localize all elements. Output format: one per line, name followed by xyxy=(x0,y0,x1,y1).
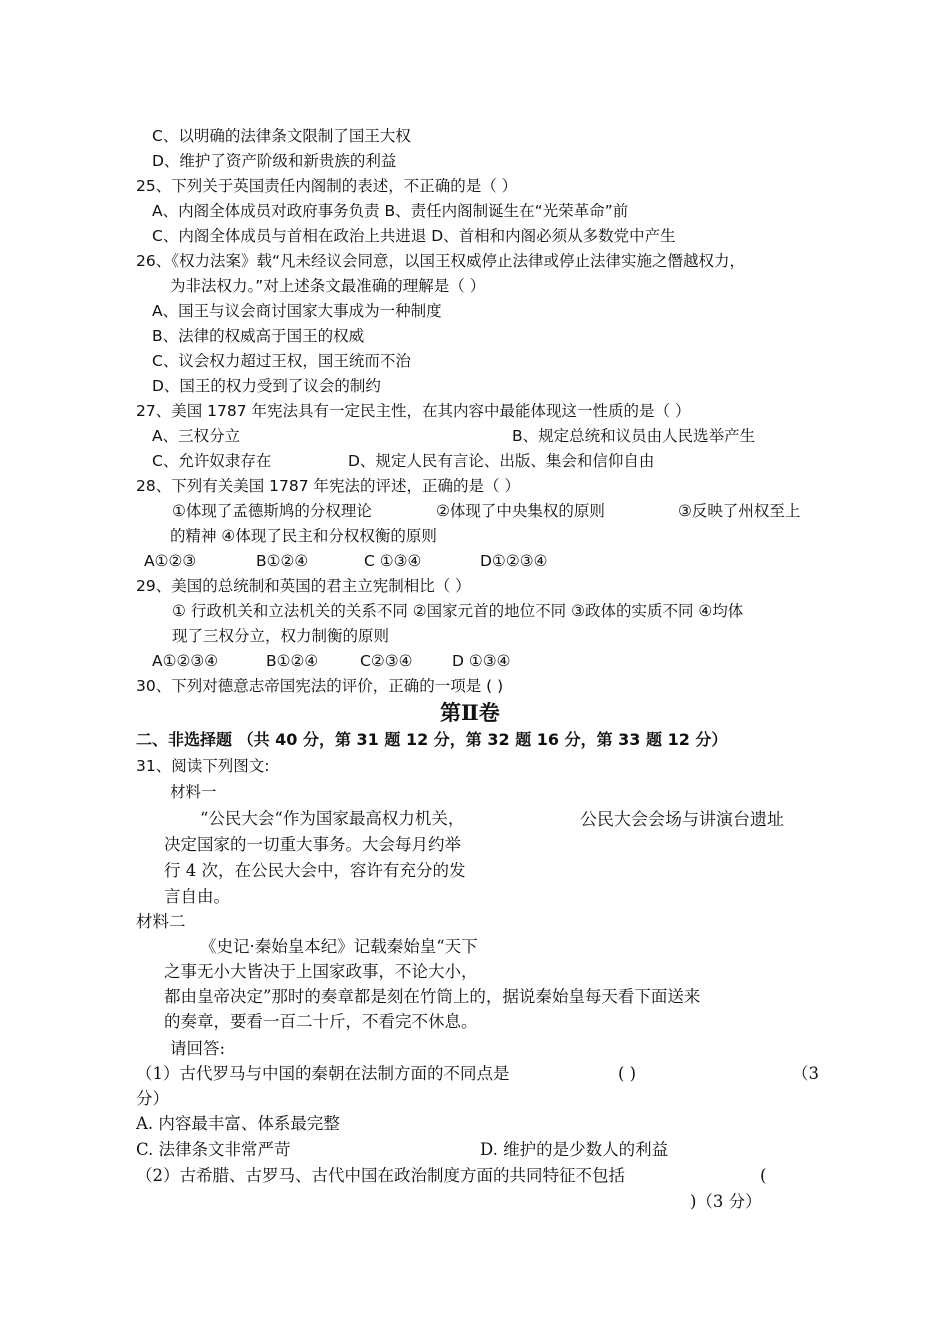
image-caption: 公民大会会场与讲演台遗址 xyxy=(580,810,784,830)
items-q29: ① 行政机关和立法机关的关系不同 ②国家元首的地位不同 ③政体的实质不同 ④均体 xyxy=(172,602,744,620)
score-2: )（3 分） xyxy=(690,1192,762,1211)
item-1-q28: ①体现了孟德斯鸠的分权理论 xyxy=(172,502,372,520)
option-b-q29: B①②④ xyxy=(266,652,319,670)
option-a-q29: A①②③④ xyxy=(152,652,219,670)
material-1-text-3: 行 4 次，在公民大会中，容许有充分的发 xyxy=(164,861,466,880)
question-25: 25、下列关于英国责任内阁制的表述，不正确的是（ ） xyxy=(136,177,518,195)
section-2-title: 第Ⅱ卷 xyxy=(440,700,500,725)
option-d-sub1: D. 维护的是少数人的利益 xyxy=(480,1140,669,1159)
material-2-text-2: 之事无小大皆决于上国家政事，不论大小， xyxy=(164,962,478,981)
option-c-q26: C、议会权力超过王权，国王统而不治 xyxy=(152,352,411,370)
option-d-q27: D、规定人民有言论、出版、集会和信仰自由 xyxy=(348,452,655,470)
material-1-text-2: 决定国家的一切重大事务。大会每月约举 xyxy=(164,835,461,854)
material-1-label: 材料一 xyxy=(170,783,217,801)
question-26: 26、《权力法案》载“凡未经议会同意，以国王权威停止法律或停止法律实施之僭越权力， xyxy=(136,252,746,270)
item-3-q28: ③反映了州权至上 xyxy=(678,502,801,520)
option-b-q27: B、规定总统和议员由人民选举产生 xyxy=(512,427,756,445)
material-2-text: 《史记·秦始皇本纪》记载秦始皇“天下 xyxy=(200,937,478,956)
item-2-q28: ②体现了中央集权的原则 xyxy=(436,502,605,520)
option-d-q24: D、维护了资产阶级和新贵族的利益 xyxy=(152,152,397,170)
score-1: （3 xyxy=(792,1064,819,1083)
option-a-q27: A、三权分立 xyxy=(152,427,241,445)
sub-question-1: （1）古代罗马与中国的秦朝在法制方面的不同点是 xyxy=(136,1064,510,1083)
material-2-text-3: 都由皇帝决定”那时的奏章都是刻在竹筒上的，据说秦始皇每天看下面送来 xyxy=(164,987,701,1006)
option-c-sub1: C. 法律条文非常严苛 xyxy=(136,1140,291,1159)
question-29: 29、美国的总统制和英国的君主立宪制相比（ ） xyxy=(136,577,471,595)
material-1-text-4: 言自由。 xyxy=(164,887,230,906)
option-a-q28: A①②③ xyxy=(144,552,197,570)
option-c-q28: C ①③④ xyxy=(364,552,422,570)
option-a-sub1: A. 内容最丰富、体系最完整 xyxy=(136,1114,340,1133)
option-b-q26: B、法律的权威高于国王的权威 xyxy=(152,327,365,345)
question-28: 28、下列有关美国 1787 年宪法的评述，正确的是（ ） xyxy=(136,477,520,495)
score-1-cont: 分） xyxy=(136,1089,169,1108)
option-c-q24: C、以明确的法律条文限制了国王大权 xyxy=(152,127,411,145)
section-2-heading: 二、非选择题 （共 40 分，第 31 题 12 分，第 32 题 16 分，第 33 题 12 分） xyxy=(136,730,728,749)
question-30: 30、下列对德意志帝国宪法的评价，正确的一项是 ( ) xyxy=(136,677,504,695)
answer-blank-1: ( ) xyxy=(618,1064,637,1083)
answer-prompt: 请回答: xyxy=(170,1039,226,1058)
material-1-text: “公民大会“作为国家最高权力机关， xyxy=(200,809,465,828)
question-26-cont: 为非法权力。”对上述条文最准确的理解是（ ） xyxy=(170,277,486,295)
option-d-q28: D①②③④ xyxy=(480,552,548,570)
items-q29-cont: 现了三权分立，权力制衡的原则 xyxy=(172,627,390,645)
option-d-q26: D、国王的权力受到了议会的制约 xyxy=(152,377,381,395)
material-2-text-4: 的奏章，要看一百二十斤，不看完不休息。 xyxy=(164,1012,478,1031)
question-31: 31、阅读下列图文: xyxy=(136,757,270,775)
option-a-q26: A、国王与议会商讨国家大事成为一种制度 xyxy=(152,302,442,320)
material-2-label: 材料二 xyxy=(136,912,186,931)
answer-blank-2-open: ( xyxy=(760,1166,767,1185)
option-c-q29: C②③④ xyxy=(360,652,413,670)
question-27: 27、美国 1787 年宪法具有一定民主性，在其内容中最能体现这一性质的是（ ） xyxy=(136,402,691,420)
sub-question-2: （2）古希腊、古罗马、古代中国在政治制度方面的共同特征不包括 xyxy=(136,1166,625,1185)
options-cd-q25: C、内阁全体成员与首相在政治上共进退 D、首相和内阁必须从多数党中产生 xyxy=(152,227,676,245)
options-ab-q25: A、内阁全体成员对政府事务负责 B、责任内阁制诞生在“光荣革命”前 xyxy=(152,202,629,220)
option-b-q28: B①②④ xyxy=(256,552,309,570)
option-c-q27: C、允许奴隶存在 xyxy=(152,452,272,470)
item-3-4-q28-cont: 的精神 ④体现了民主和分权权衡的原则 xyxy=(170,527,437,545)
option-d-q29: D ①③④ xyxy=(452,652,511,670)
